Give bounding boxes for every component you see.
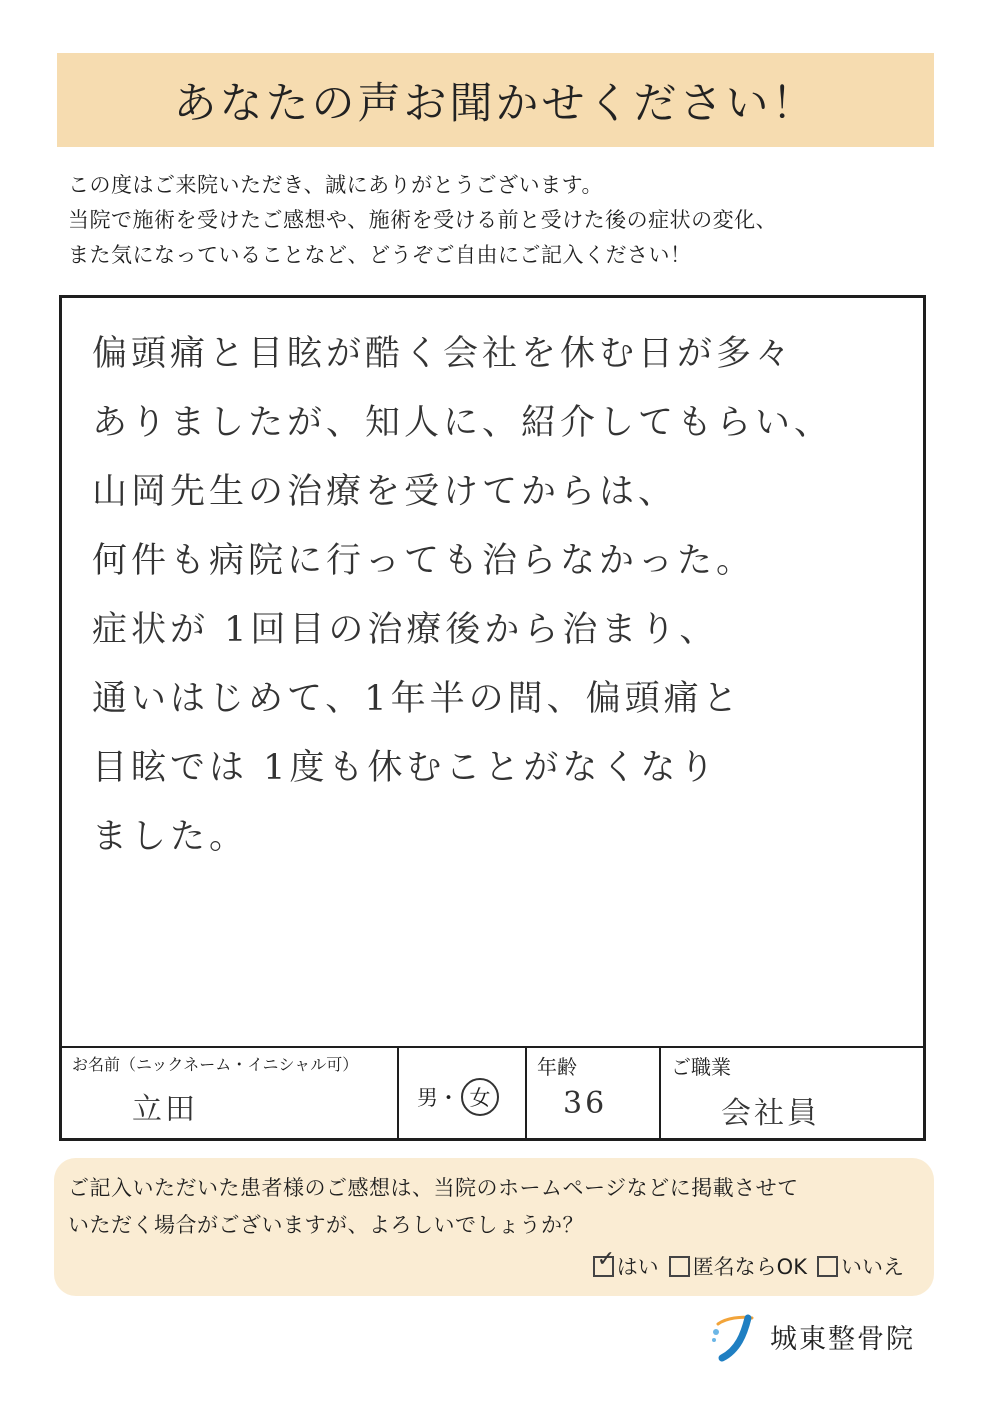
consent-option-anonymous[interactable] [669, 1251, 807, 1281]
intro-line: 当院で施術を受けたご感想や、施術を受ける前と受けた後の症状の変化、 [68, 208, 778, 232]
checkbox-checked[interactable] [593, 1246, 616, 1277]
testimonial-line: 何件も病院に行っても治らなかった。 [92, 541, 756, 581]
name-label: お名前（ニックネーム・イニシャル可） [72, 1055, 359, 1074]
testimonial-line: 症状が 1回目の治療後から治まり、 [92, 610, 719, 650]
check-mark-icon: ✓ [596, 1246, 616, 1272]
age-label: 年齢 [537, 1055, 577, 1079]
page-title: あなたの声お聞かせください！ [173, 78, 818, 129]
intro-text [68, 168, 928, 273]
consent-question [68, 1170, 928, 1244]
consent-option-yes[interactable] [593, 1246, 659, 1281]
publication-consent [54, 1158, 934, 1296]
occupation-cell [661, 1048, 923, 1140]
sex-separator: ・ [438, 1086, 459, 1110]
title-band [57, 53, 934, 147]
consent-option-label: 匿名ならOK [692, 1255, 807, 1279]
clinic-name: 城東整骨院 [770, 1323, 915, 1355]
consent-question-line: ご記入いただいた患者様のご感想は、当院のホームページなどに掲載させて [68, 1176, 799, 1200]
testimonial-line: 通いはじめて、1年半の間、偏頭痛と [92, 679, 742, 719]
consent-option-label: いいえ [841, 1255, 904, 1279]
testimonial-card [59, 295, 926, 1141]
sex-cell [399, 1048, 527, 1140]
testimonial-line: 偏頭痛と目眩が酷く会社を休む日が多々 [92, 334, 795, 374]
testimonial-line: ありましたが、知人に、紹介してもらい、 [92, 403, 834, 443]
name-value: 立田 [132, 1092, 198, 1127]
intro-line: また気になっていることなど、どうぞご自由にご記入ください！ [68, 243, 692, 267]
consent-option-no[interactable] [817, 1251, 904, 1281]
testimonial-line: ました。 [92, 817, 249, 857]
occupation-label: ご職業 [671, 1055, 731, 1079]
occupation-value: 会社員 [721, 1096, 820, 1131]
clinic-logo-icon [708, 1308, 760, 1364]
name-cell [62, 1048, 399, 1140]
testimonial-line: 目眩では 1度も休むことがなくなり [92, 748, 719, 788]
checkbox-unchecked[interactable] [669, 1256, 690, 1277]
age-cell [527, 1048, 661, 1140]
handwritten-testimonial [92, 320, 892, 872]
sex-female-label: 女 [469, 1086, 491, 1110]
consent-question-line: いただく場合がございますが、よろしいでしょうか？ [68, 1213, 584, 1237]
respondent-info-row [62, 1046, 923, 1140]
age-value: 36 [563, 1086, 608, 1121]
consent-option-label: はい [616, 1255, 659, 1279]
consent-options [583, 1246, 904, 1281]
testimonial-line: 山岡先生の治療を受けてからは、 [92, 472, 678, 512]
intro-line: この度はご来院いただき、誠にありがとうございます。 [68, 173, 603, 197]
sex-female-option-circled [461, 1078, 499, 1116]
checkbox-unchecked[interactable] [817, 1256, 838, 1277]
sex-options [417, 1078, 499, 1116]
clinic-logo [708, 1308, 915, 1364]
sex-male-option: 男 [417, 1086, 438, 1110]
